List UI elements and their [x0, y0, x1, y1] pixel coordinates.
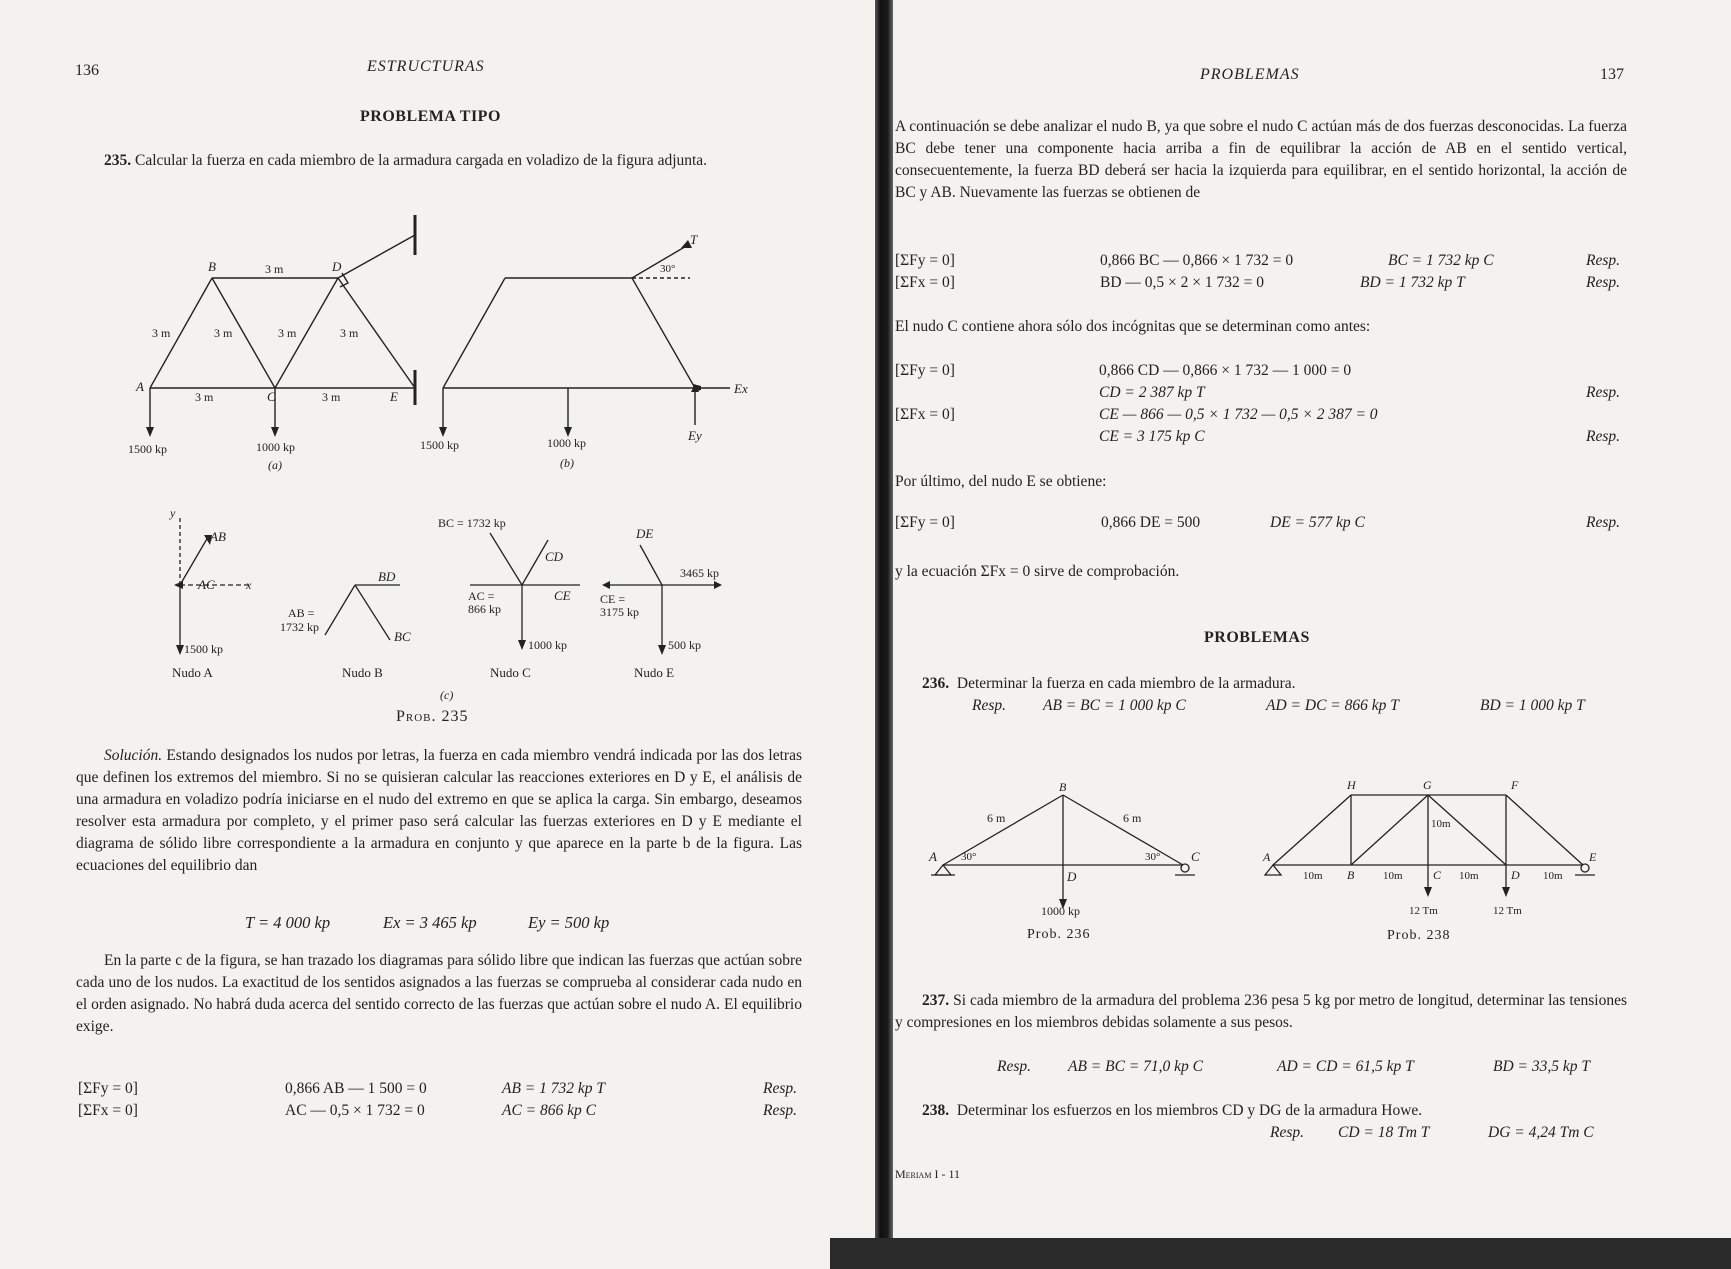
dim-label: 3 m	[195, 390, 214, 404]
force-label: BC = 1732 kp	[438, 516, 506, 530]
load-label: 1000 kp	[547, 436, 586, 450]
dim-label: 3 m	[278, 326, 297, 340]
eq-result: AC = 866 kp C	[502, 1102, 596, 1119]
figure-236	[923, 765, 1213, 940]
angle-label: 30°	[961, 851, 977, 863]
dim-label: 10m	[1459, 870, 1479, 882]
force-label: CD	[545, 549, 564, 564]
eq-expression: 0,866 AB — 1 500 = 0	[285, 1080, 427, 1097]
node-label: A	[1263, 850, 1271, 864]
node-label: Nudo C	[490, 665, 531, 680]
figure-caption: (a)	[268, 458, 282, 472]
result-ey: Ey = 500 kp	[528, 913, 610, 932]
eq-condition: [ΣFx = 0]	[78, 1102, 138, 1119]
figure-c	[150, 505, 770, 705]
node-label: H	[1347, 778, 1356, 792]
node-a-label: A	[136, 379, 144, 394]
node-label: G	[1423, 778, 1432, 792]
node-label: B	[1059, 780, 1067, 794]
node-label: Nudo A	[172, 665, 213, 680]
eq-result: BD = 1 732 kp T	[1360, 274, 1465, 291]
load-label: 12 Tm	[1493, 905, 1522, 917]
right-page	[893, 0, 1731, 1269]
answer: AB = BC = 71,0 kp C	[1068, 1058, 1204, 1075]
force-label: AB	[210, 529, 226, 544]
answer: BD = 33,5 kp T	[1493, 1058, 1590, 1075]
node-e-text: Por último, del nudo E se obtiene:	[895, 473, 1107, 490]
answer: DG = 4,24 Tm C	[1488, 1124, 1594, 1141]
y-axis-label: y	[170, 506, 176, 520]
page-number: 136	[75, 62, 99, 79]
eq-expression: 0,866 DE = 500	[1101, 514, 1201, 531]
load-label: 1000 kp	[256, 440, 295, 454]
load-label: 1000 kp	[1041, 904, 1080, 918]
eq-condition: [ΣFx = 0]	[895, 274, 955, 291]
force-label: 3465 kp	[680, 566, 719, 580]
force-label: AC	[198, 577, 215, 592]
problem-statement	[76, 150, 802, 172]
figure-caption: Prob. 235	[396, 708, 469, 725]
force-label: CE =	[600, 592, 626, 606]
answer: AD = CD = 61,5 kp T	[1277, 1058, 1414, 1075]
check-text: y la ecuación ΣFx = 0 sirve de comprobación.	[895, 563, 1180, 580]
eq-condition: [ΣFy = 0]	[895, 252, 955, 269]
eq-expression: BD — 0,5 × 2 × 1 732 = 0	[1100, 274, 1265, 291]
node-label: C	[1191, 849, 1200, 864]
figure-caption: (b)	[560, 456, 574, 470]
solution-paragraph	[76, 745, 802, 877]
ex-label: Ex	[734, 381, 748, 396]
dim-label: 3 m	[322, 390, 341, 404]
result-ex: Ex = 3 465 kp	[383, 913, 477, 932]
angle-label: 30°	[1145, 851, 1161, 863]
force-label: BD	[378, 569, 396, 584]
dim-label: 6 m	[1123, 811, 1142, 825]
section-title: PROBLEMA TIPO	[360, 108, 501, 125]
intro-paragraph: A continuación se debe analizar el nudo B, ya que sobre el nudo C actúan más de dos fuerzas desconocidas. La fuerza BC debe tener una componente hacia arriba a fin de equilibrar la acción de AB en el sentido vertical, consecuentemente, la fuerza BD deberá ser hacia la izquierda para equilibrar, en el sentido horizontal, la acción de BC y AB. Nuevamente las fuerzas se obtienen de	[895, 118, 1627, 201]
resp-label: Resp.	[763, 1080, 798, 1097]
node-c-text: El nudo C contiene ahora sólo dos incógnitas que se determinan como antes:	[895, 318, 1371, 335]
dim-label: 3 m	[214, 326, 233, 340]
resp-label: Resp.	[972, 697, 1007, 714]
eq-expression: 0,866 BC — 0,866 × 1 732 = 0	[1100, 252, 1294, 269]
answer: AD = DC = 866 kp T	[1266, 697, 1399, 714]
eq-result: AB = 1 732 kp T	[502, 1080, 606, 1097]
node-d-label: D	[332, 259, 342, 274]
force-label: AC =	[468, 589, 495, 603]
force-label: CE	[554, 588, 571, 603]
resp-label: Resp.	[1586, 514, 1621, 531]
node-label: D	[1067, 869, 1077, 884]
running-head: PROBLEMAS	[1200, 66, 1300, 83]
eq-expression: CD = 2 387 kp T	[1099, 384, 1205, 401]
answer: CD = 18 Tm T	[1338, 1124, 1430, 1141]
page-number: 137	[1600, 66, 1624, 83]
node-label: E	[1589, 850, 1597, 864]
node-label: D	[1511, 868, 1520, 882]
eq-condition: [ΣFx = 0]	[895, 406, 955, 423]
problem-number: 235.	[104, 152, 132, 169]
figure-238	[1263, 765, 1603, 943]
problem-text: Calcular la fuerza en cada miembro de la armadura cargada en voladizo de la figura adjunta.	[135, 152, 708, 169]
node-label: Nudo B	[342, 665, 383, 680]
node-label: B	[1347, 868, 1355, 882]
eq-expression: CE = 3 175 kp C	[1099, 428, 1205, 445]
eq-condition: [ΣFy = 0]	[895, 362, 955, 379]
page-footer: Meriam I - 11	[895, 1167, 960, 1181]
force-label: 866 kp	[468, 602, 501, 616]
load-label: 12 Tm	[1409, 905, 1438, 917]
dim-label: 10m	[1431, 818, 1451, 830]
problem-237	[895, 990, 1627, 1034]
problem-number: 238.	[922, 1102, 950, 1119]
force-label: 1732 kp	[280, 620, 319, 634]
ey-label: Ey	[688, 428, 702, 443]
dim-label: 3 m	[265, 262, 284, 276]
resp-label: Resp.	[1586, 428, 1621, 445]
eq-result: BC = 1 732 kp C	[1388, 252, 1494, 269]
load-label: 1000 kp	[528, 638, 567, 652]
section-title: PROBLEMAS	[1204, 629, 1310, 646]
eq-result: DE = 577 kp C	[1270, 514, 1365, 531]
figure-b	[420, 232, 760, 475]
problem-number: 236.	[922, 675, 950, 692]
node-e-label: E	[390, 389, 398, 404]
load-label: 1500 kp	[420, 438, 459, 452]
force-label: BC	[394, 629, 411, 644]
eq-expression: AC — 0,5 × 1 732 = 0	[285, 1102, 425, 1119]
paragraph-2: En la parte c de la figura, se han trazado los diagramas para sólido libre que indican las fuerzas que actúan sobre cada uno de los nudos. La exactitud de los sentidos asignados a las fuerzas se comprueba al considerar cada nudo en el orden asignado. No habrá duda acerca del sentido correcto de las fuerzas que actúan sobre el nudo A. El equilibrio exige.	[76, 952, 802, 1035]
resp-label: Resp.	[1586, 274, 1621, 291]
eq-condition: [ΣFy = 0]	[78, 1080, 138, 1097]
dim-label: 3 m	[152, 326, 171, 340]
force-label: AB =	[288, 606, 315, 620]
load-label: 500 kp	[668, 638, 701, 652]
solution-lead: Solución.	[104, 747, 163, 764]
dim-label: 10m	[1303, 870, 1323, 882]
figure-caption: Prob. 238	[1387, 928, 1451, 943]
eq-expression: 0,866 CD — 0,866 × 1 732 — 1 000 = 0	[1099, 362, 1352, 379]
resp-label: Resp.	[763, 1102, 798, 1119]
dim-label: 3 m	[340, 326, 359, 340]
problem-number: 237.	[922, 992, 950, 1009]
x-axis-label: x	[246, 578, 252, 592]
resp-label: Resp.	[1270, 1124, 1305, 1141]
answer: BD = 1 000 kp T	[1480, 697, 1585, 714]
answer: AB = BC = 1 000 kp C	[1043, 697, 1186, 714]
running-head: ESTRUCTURAS	[367, 58, 485, 75]
resp-label: Resp.	[1586, 384, 1621, 401]
node-label: C	[1433, 868, 1442, 882]
force-label: DE	[636, 526, 654, 541]
node-label: Nudo E	[634, 665, 675, 680]
solution-text: Estando designados los nudos por letras, la fuerza en cada miembro vendrá indicada por las dos letras que definen los extremos del miembro. Si no se quisieran calcular las reacciones exteriores en D y E, el análisis de una armadura en voladizo podría iniciarse en el nudo del extremo en que se aplica la carga. Sin embargo, deseamos resolver esta armadura por completo, y el primer paso será calcular las fuerzas exteriores en D y E mediante el diagrama de sólido libre correspondiente a la armadura en conjunto y que aparece en la parte b de la figura. Las ecuaciones del equilibrio dan	[76, 747, 802, 874]
book-shadow	[830, 1238, 1731, 1269]
figure-caption: (c)	[440, 688, 454, 702]
figure-a	[110, 215, 440, 475]
load-label: 1500 kp	[128, 442, 167, 456]
node-label: A	[929, 849, 937, 864]
figure-caption: Prob. 236	[1027, 927, 1091, 942]
eq-expression: CE — 866 — 0,5 × 1 732 — 0,5 × 2 387 = 0	[1099, 406, 1378, 423]
result-t: T = 4 000 kp	[245, 913, 331, 932]
t-label: T	[690, 232, 698, 247]
angle-label: 30°	[660, 263, 676, 275]
dim-label: 10m	[1383, 870, 1403, 882]
book-gutter	[875, 0, 893, 1269]
dim-label: 6 m	[987, 811, 1006, 825]
problem-text: Determinar la fuerza en cada miembro de la armadura.	[956, 675, 1296, 692]
resp-label: Resp.	[997, 1058, 1032, 1075]
problem-text: Si cada miembro de la armadura del problema 236 pesa 5 kg por metro de longitud, determinar las tensiones y compresiones en los miembros debidas solamente a sus pesos.	[895, 992, 1628, 1031]
eq-condition: [ΣFy = 0]	[895, 514, 955, 531]
load-label: 1500 kp	[184, 642, 223, 656]
node-c-label: C	[267, 389, 276, 404]
force-label: 3175 kp	[600, 605, 639, 619]
dim-label: 10m	[1543, 870, 1563, 882]
node-label: F	[1511, 778, 1519, 792]
problem-text: Determinar los esfuerzos en los miembros CD y DG de la armadura Howe.	[956, 1102, 1423, 1119]
resp-label: Resp.	[1586, 252, 1621, 269]
node-b-label: B	[208, 259, 216, 274]
